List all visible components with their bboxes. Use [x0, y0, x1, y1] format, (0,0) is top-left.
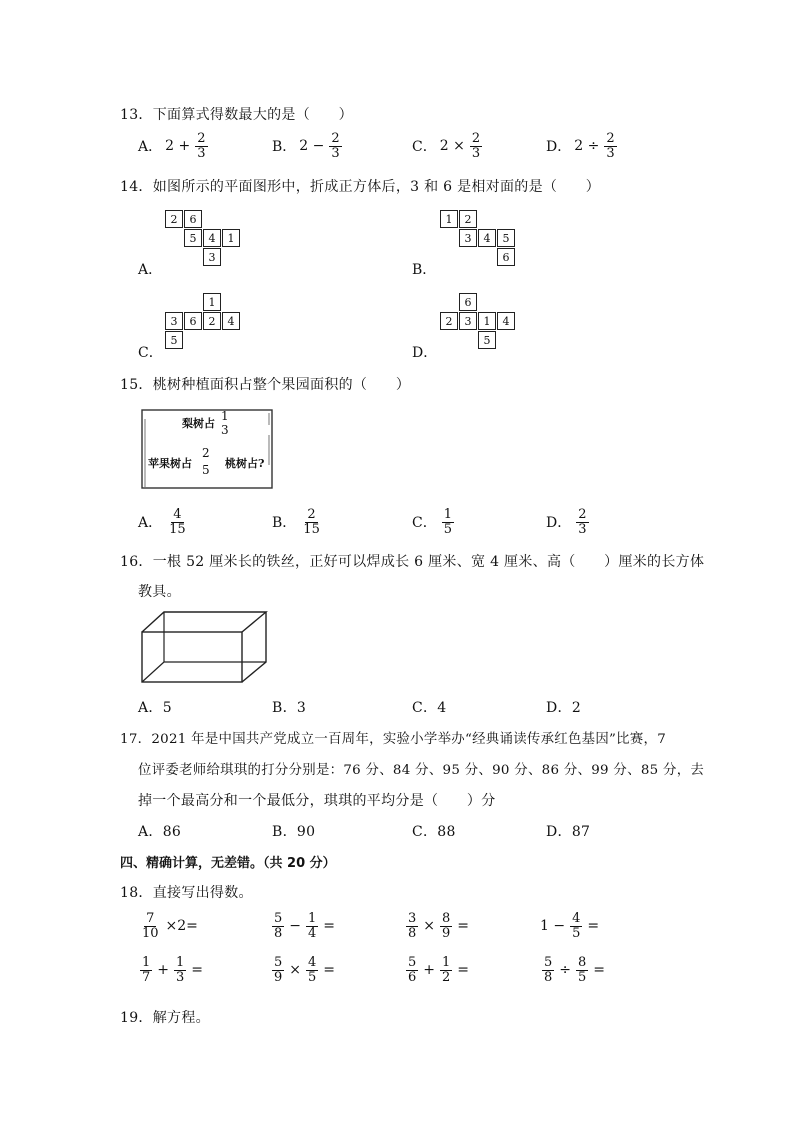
fraction: $\frac{3}{8}$ — [408, 911, 417, 941]
peach-label: 桃树占? — [225, 457, 265, 470]
expr: 2 − — [299, 138, 325, 155]
equals-sign: = — [457, 962, 470, 979]
net-cell: 5 — [478, 331, 496, 349]
operator: + — [423, 962, 436, 979]
fraction: $\frac{2}{3}$ — [606, 131, 615, 161]
q16-stem-line1: 16．一根 52 厘米长的铁丝，正好可以焊成长 6 厘米、宽 4 厘米、高（ ）厘米的长方体 — [120, 554, 705, 570]
net-cell: 2 — [165, 210, 183, 228]
equals-sign: = — [593, 962, 606, 979]
option-label: C． — [412, 515, 437, 532]
net-cell: 2 — [440, 312, 458, 330]
net-cell: 6 — [497, 248, 515, 266]
q16-option-a[interactable]: A．5 — [138, 700, 172, 716]
fraction: $\frac{1}{4}$ — [308, 911, 317, 941]
expr: 2 + — [165, 138, 191, 155]
equals-sign: = — [323, 962, 336, 979]
apple-numerator: 2 — [202, 446, 210, 460]
q18-item-2[interactable] — [270, 912, 335, 940]
fraction: $\frac{2}{3}$ — [331, 131, 340, 161]
operator: ÷ — [559, 962, 572, 979]
option-label: D． — [546, 515, 572, 532]
net-cell: 4 — [203, 229, 221, 247]
q18-item-6[interactable] — [270, 956, 335, 984]
option-label: B． — [272, 515, 297, 532]
pear-denominator: 3 — [221, 423, 229, 437]
q14-stem: 14．如图所示的平面图形中，折成正方体后，3 和 6 是相对面的是（ ） — [120, 179, 601, 195]
net-cell: 6 — [184, 210, 202, 228]
net-cell: 4 — [497, 312, 515, 330]
q16-stem-line2: 教具。 — [138, 584, 181, 600]
fraction: $\frac{2}{15}$ — [303, 507, 320, 537]
net-cell: 5 — [184, 229, 202, 247]
net-cell: 3 — [165, 312, 183, 330]
q18-item-7[interactable] — [404, 956, 469, 984]
net-cell: 6 — [459, 293, 477, 311]
q15-option-b[interactable] — [272, 508, 324, 536]
net-cell: 3 — [459, 312, 477, 330]
q13-option-b[interactable] — [272, 132, 344, 160]
q18-item-5[interactable] — [138, 956, 203, 984]
option-label: A． — [138, 515, 163, 532]
fraction: $\frac{4}{5}$ — [308, 955, 317, 985]
q17-line3: 掉一个最高分和一个最低分，琪琪的平均分是（ ）分 — [138, 793, 496, 809]
q16-option-d[interactable]: D．2 — [546, 700, 582, 716]
q14-label-b[interactable]: B． — [412, 262, 437, 278]
net-cell: 4 — [478, 229, 496, 247]
fraction: $\frac{5}{8}$ — [544, 955, 553, 985]
fraction: $\frac{5}{9}$ — [274, 955, 283, 985]
option-label: D． — [546, 139, 572, 156]
net-cell: 1 — [203, 293, 221, 311]
q16-option-b[interactable]: B．3 — [272, 700, 307, 716]
q15-stem: 15．桃树种植面积占整个果园面积的（ ） — [120, 377, 411, 393]
fraction: $\frac{1}{7}$ — [142, 955, 151, 985]
q14-label-d[interactable]: D． — [412, 345, 438, 361]
q17-line1: 17．2021 年是中国共产党成立一百周年，实验小学举办“经典诵读传承红色基因”比赛，7 — [120, 732, 667, 747]
q17-option-c[interactable]: C．88 — [412, 824, 456, 840]
fraction: $\frac{1}{2}$ — [442, 955, 451, 985]
net-cell: 5 — [497, 229, 515, 247]
fraction: $\frac{2}{3}$ — [197, 131, 206, 161]
option-label: C． — [412, 139, 437, 156]
net-cell: 5 — [165, 331, 183, 349]
apple-label: 苹果树占 — [148, 457, 192, 470]
q18-item-1[interactable] — [138, 912, 198, 940]
pear-label: 梨树占 — [182, 417, 215, 430]
expr: 2 × — [439, 138, 465, 155]
operator: × — [289, 962, 302, 979]
fraction: $\frac{2}{3}$ — [471, 131, 481, 161]
q17-option-d[interactable]: D．87 — [546, 824, 591, 840]
q14-label-a[interactable]: A． — [138, 262, 163, 278]
q18-stem: 18．直接写出得数。 — [120, 885, 253, 901]
section-heading: 四、精确计算，无差错。（共 20 分） — [120, 856, 336, 871]
equals-sign: = — [587, 918, 600, 935]
net-cell: 2 — [203, 312, 221, 330]
fraction: $\frac{8}{9}$ — [442, 911, 451, 941]
fraction: $\frac{1}{5}$ — [443, 507, 452, 537]
q18-item-8[interactable] — [540, 956, 605, 984]
equals-sign: = — [191, 962, 204, 979]
q13-option-c[interactable] — [412, 132, 484, 160]
q17-line2: 位评委老师给琪琪的打分分别是：76 分、84 分、95 分、90 分、86 分、99 分、85 分，去 — [138, 763, 705, 778]
net-cell: 1 — [440, 210, 458, 228]
operator: + — [157, 962, 170, 979]
operator: ×2= — [165, 918, 198, 935]
q15-option-c[interactable] — [412, 508, 456, 536]
option-label: B． — [272, 139, 297, 156]
q15-option-a[interactable] — [138, 508, 190, 536]
q13-stem: 13．下面算式得数最大的是（ ） — [120, 107, 353, 123]
cuboid-figure — [140, 610, 270, 684]
net-cell: 3 — [459, 229, 477, 247]
operator: 1 − — [540, 918, 566, 935]
expr: 2 ÷ — [574, 138, 600, 155]
q19-stem: 19．解方程。 — [120, 1010, 210, 1026]
fraction: $\frac{4}{5}$ — [572, 911, 581, 941]
fraction: $\frac{5}{6}$ — [408, 955, 417, 985]
fraction: $\frac{8}{5}$ — [578, 955, 587, 985]
pear-numerator: 1 — [221, 409, 229, 423]
fraction: $\frac{2}{3}$ — [578, 507, 587, 537]
net-cell: 1 — [478, 312, 496, 330]
q13-option-d[interactable] — [546, 132, 619, 160]
equals-sign: = — [457, 918, 470, 935]
q15-option-d[interactable] — [546, 508, 591, 536]
q14-label-c[interactable]: C． — [138, 345, 163, 361]
fraction: $\frac{7}{10}$ — [142, 911, 159, 941]
q13-option-a[interactable] — [138, 132, 210, 160]
q17-option-b[interactable]: B．90 — [272, 824, 316, 840]
q18-item-3[interactable] — [404, 912, 469, 940]
option-label: A． — [138, 139, 163, 156]
q16-option-c[interactable]: C．4 — [412, 700, 447, 716]
net-cell: 3 — [203, 248, 221, 266]
fraction: $\frac{5}{8}$ — [274, 911, 283, 941]
operator: × — [423, 918, 436, 935]
q18-item-4[interactable] — [540, 912, 599, 940]
net-cell: 4 — [222, 312, 240, 330]
net-cell: 2 — [459, 210, 477, 228]
net-cell: 6 — [184, 312, 202, 330]
apple-denominator: 5 — [202, 463, 210, 477]
q17-option-a[interactable]: A．86 — [138, 824, 182, 840]
net-cell: 1 — [222, 229, 240, 247]
fraction: $\frac{4}{15}$ — [169, 507, 186, 537]
orchard-figure — [141, 409, 273, 489]
equals-sign: = — [323, 918, 336, 935]
fraction: $\frac{1}{3}$ — [176, 955, 185, 985]
operator: − — [289, 918, 302, 935]
